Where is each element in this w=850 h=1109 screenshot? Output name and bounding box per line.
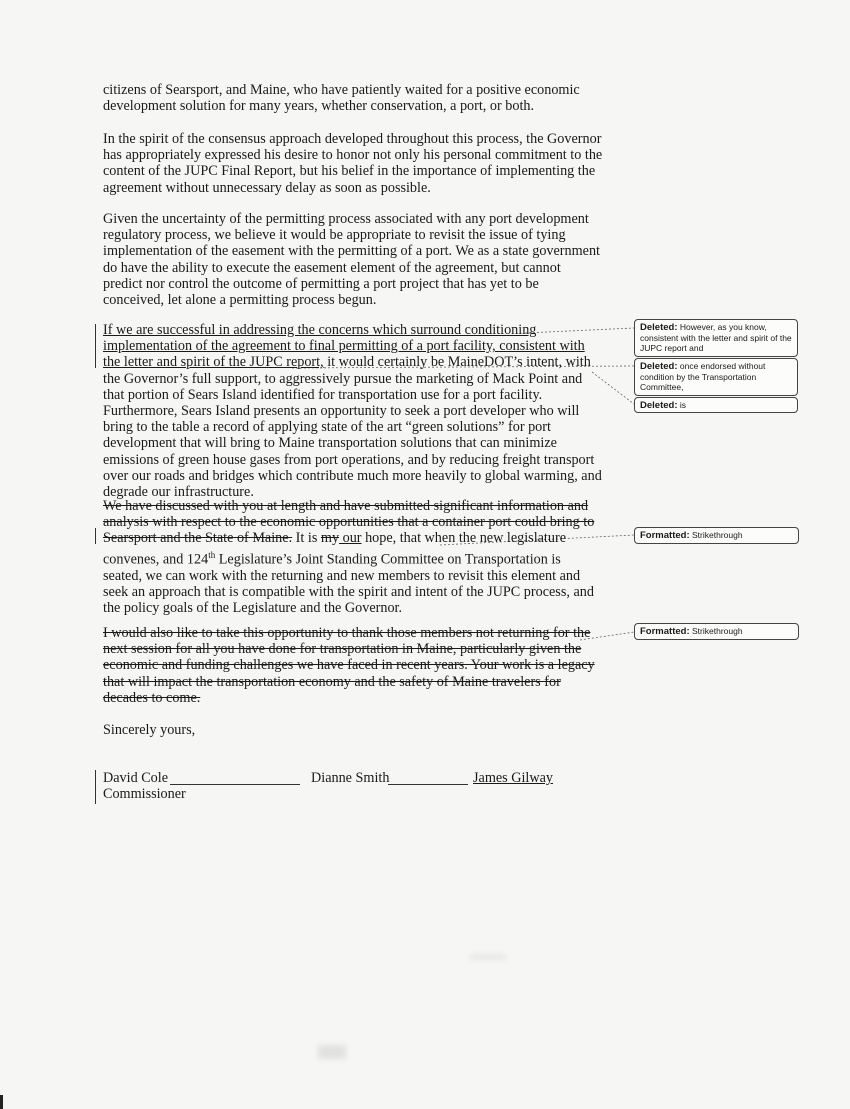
paragraph-1: citizens of Searsport, and Maine, who have patiently waited for a positive economic development solution for many years, whether conservation, a port, or both. xyxy=(103,82,580,115)
signature-name-3: James Gilway xyxy=(473,770,553,786)
scan-edge-mark xyxy=(0,1095,3,1109)
comment-balloon[interactable]: Formatted: Strikethrough xyxy=(634,527,799,544)
signature-line xyxy=(170,784,300,785)
deleted-word: my xyxy=(320,530,340,547)
inserted-word: our xyxy=(339,530,362,547)
paragraph-3: Given the uncertainty of the permitting process associated with any port development regulatory process, we believe it would be appropriate to revisit the issue of tying implementation of the easement with the permitting of a port. We as a state government do have the ability to execute the easement element of the agreement, but cannot predict nor control the outcome of permitting a port project that has yet to be conceived, let alone a permitting process begun. xyxy=(103,211,600,309)
change-bar xyxy=(95,528,96,544)
closing: Sincerely yours, xyxy=(103,722,196,738)
signature-name-2: Dianne Smith xyxy=(311,770,390,786)
paragraph-5: We have discussed with you at length and have submitted significant information and analysis with respect to the economic opportunities that a container port could bring to Searsport and the State of Maine. It is my our hope, that when the new legislature convenes, and 124th Legislature’s Joint Standing Committee on Transportation is seated, we can work with the returning and new members to revisit this element and seek an approach that is compatible with the spirit and intent of the JUPC process, and the policy goals of the Legislature and the Governor. xyxy=(103,498,595,616)
comment-balloon[interactable]: Formatted: Strikethrough xyxy=(634,623,799,640)
scan-smudge xyxy=(318,1045,346,1059)
comment-balloon[interactable]: Deleted: once endorsed without condition by the Transportation Committee, xyxy=(634,358,798,396)
struck-text: We have discussed with you at length and have submitted significant information and analysis with respect to the economic opportunities that a container port could bring to Searsport and the State of Maine. xyxy=(103,498,595,547)
comment-balloon[interactable]: Deleted: is xyxy=(634,397,798,413)
change-bar xyxy=(95,770,96,804)
signature-name-1: David Cole xyxy=(103,770,169,786)
signature-title-1: Commissioner xyxy=(103,786,186,802)
paragraph-4: If we are successful in addressing the concerns which surround conditioning implementation of the agreement to final permitting of a port facility, consistent with the letter and spirit of the JUPC report, it would certainly be MaineDOT’s intent, with the Governor’s full support, to aggressively pursue the marketing of Mack Point and that portion of Sears Island identified for transportation use for a port facility. Furthermore, Sears Island presents an opportunity to seek a port developer who will bring to the table a record of applying state of the art “green solutions” for port development that will bring to Maine transportation solutions that can minimize emissions of green house gases from port operations, and by reducing freight transport over our roads and bridges which contribute much more heavily to global warming, and degrade our infrastructure. xyxy=(103,322,602,501)
paragraph-2: In the spirit of the consensus approach developed throughout this process, the Governor has appropriately expressed his desire to honor not only his personal commitment to the content of the JUPC Final Report, but his belief in the importance of implementing the agreement without unnecessary delay as soon as possible. xyxy=(103,131,603,196)
signature-line xyxy=(388,784,468,785)
paragraph-6: I would also like to take this opportunity to thank those members not returning for the next session for all you have done for transportation in Maine, particularly given the economic and funding challenges we have faced in recent years. Your work is a legacy that will impact the transportation economy and the safety of Maine travelers for decades to come. xyxy=(103,625,595,706)
inserted-text: If we are successful in addressing the concerns which surround conditioning implementation of the agreement to final permitting of a port facility, consistent with the letter and spirit of the JUPC report, xyxy=(103,322,585,371)
change-bar xyxy=(95,324,96,368)
comment-balloon[interactable]: Deleted: However, as you know, consistent with the letter and spirit of the JUPC report and xyxy=(634,319,798,357)
scan-smudge xyxy=(470,955,506,959)
